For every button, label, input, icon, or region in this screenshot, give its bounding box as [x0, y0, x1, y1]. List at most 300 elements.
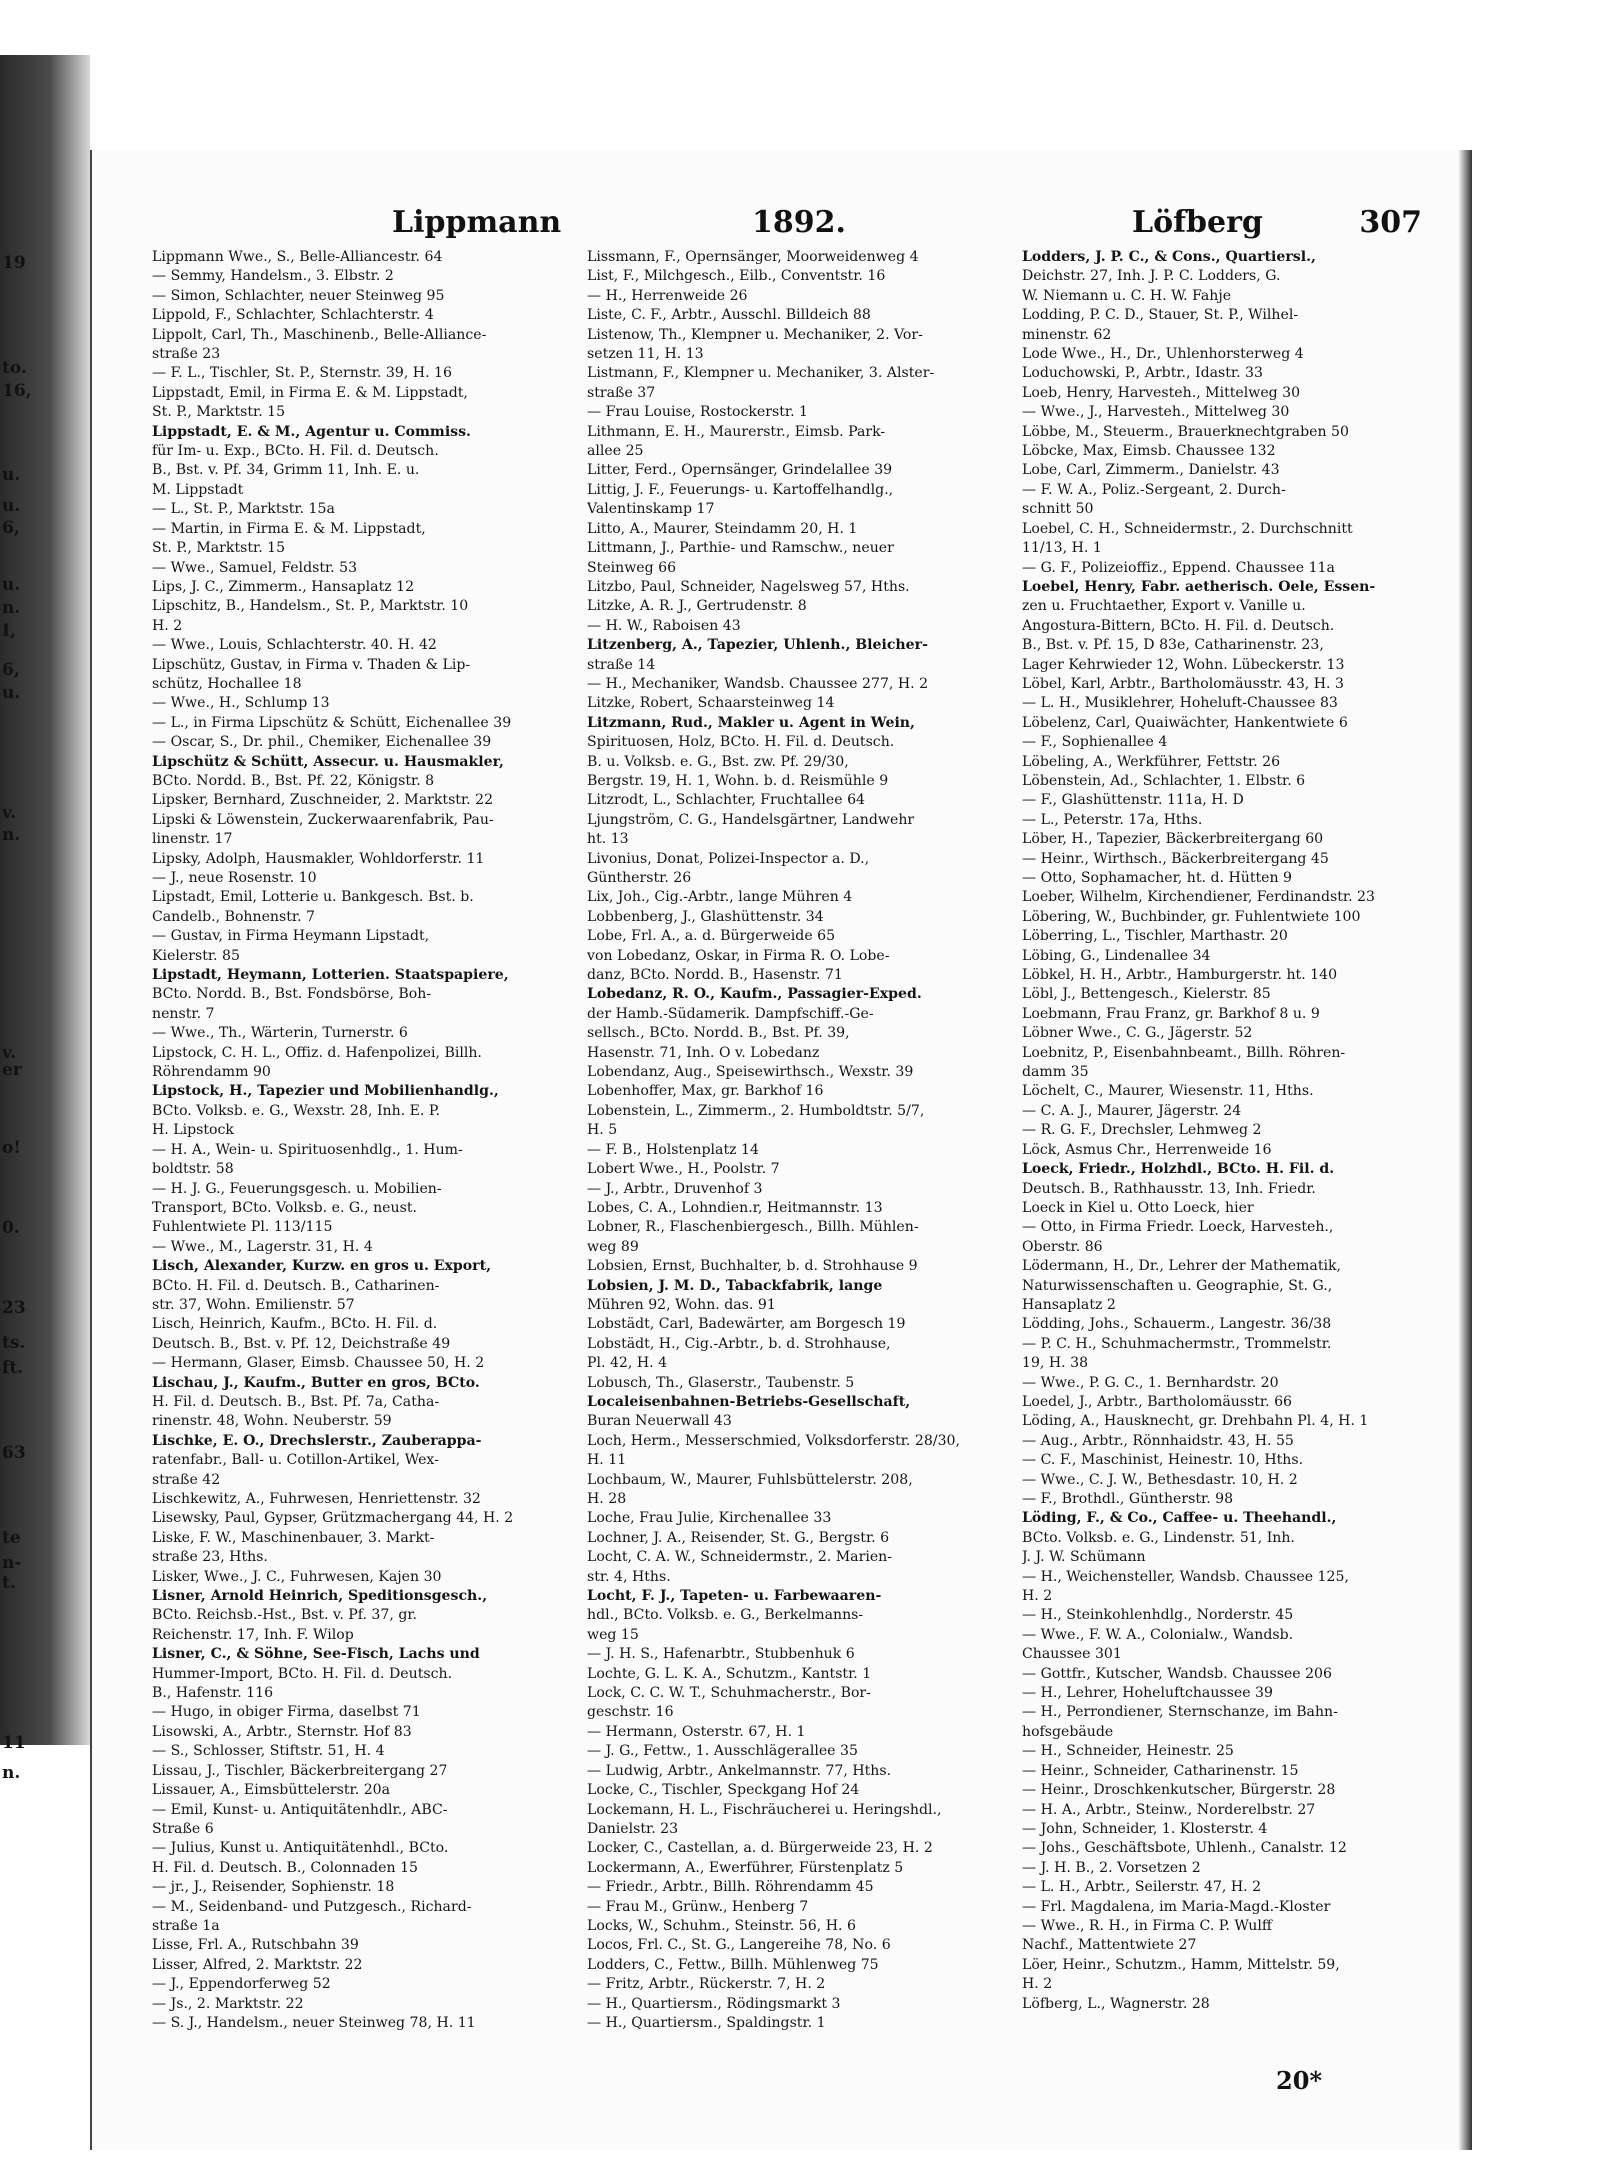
directory-entry-line: Löding, F., & Co., Caffee- u. Theehandl.,	[1022, 1510, 1337, 1527]
directory-entry-line: Loche, Frau Julie, Kirchenallee 33	[587, 1510, 832, 1527]
directory-entry-line: straße 23, Hths.	[152, 1549, 268, 1566]
directory-entry-line: Hasenstr. 71, Inh. O v. Lobedanz	[587, 1044, 820, 1061]
directory-entry-line: Löbing, G., Lindenallee 34	[1022, 947, 1211, 964]
directory-entry-line: — L. H., Arbtr., Seilerstr. 47, H. 2	[1022, 1879, 1262, 1896]
directory-entry-line: Hummer-Import, BCto. H. Fil. d. Deutsch.	[152, 1665, 453, 1682]
directory-entry-line: — Aug., Arbtr., Rönnhaidstr. 43, H. 55	[1022, 1432, 1294, 1449]
directory-entry-line: Lager Kehrwieder 12, Wohn. Lübeckerstr. 13	[1022, 656, 1345, 673]
directory-entry-line: — Frl. Magdalena, im Maria-Magd.-Kloster	[1022, 1898, 1331, 1915]
directory-entry-line: H. 28	[587, 1491, 627, 1507]
left-margin-fragment: n.	[2, 598, 21, 618]
directory-entry-line: — Wwe., R. H., in Firma C. P. Wulff	[1022, 1917, 1272, 1934]
directory-entry-line: Loedel, J., Arbtr., Bartholomäusstr. 66	[1022, 1393, 1293, 1410]
directory-entry-line: Lissauer, A., Eimsbüttelerstr. 20a	[152, 1782, 391, 1799]
left-margin-fragment: to.	[2, 358, 27, 378]
directory-entry-line: ratenfabr., Ball- u. Cotillon-Artikel, Wex-	[152, 1452, 439, 1469]
directory-entry-line: — H., Quartiersm., Rödingsmarkt 3	[587, 1995, 841, 2012]
directory-entry-line: nenstr. 7	[152, 1005, 215, 1022]
directory-entry-line: J. J. W. Schümann	[1022, 1549, 1146, 1566]
directory-entry-line: Litzmann, Rud., Makler u. Agent in Wein,	[587, 714, 915, 731]
directory-entry-line: damm 35	[1022, 1064, 1089, 1081]
directory-entry-line: Lock, C. C. W. T., Schuhmacherstr., Bor-	[587, 1685, 871, 1702]
directory-entry-line: — Emil, Kunst- u. Antiquitätenhdlr., ABC-	[152, 1801, 448, 1818]
directory-entry-line: — H. W., Raboisen 43	[587, 617, 741, 634]
directory-entry-line: Löbner Wwe., C. G., Jägerstr. 52	[1022, 1025, 1253, 1042]
directory-entry-line: Listmann, F., Klempner u. Mechaniker, 3. Alster-	[587, 365, 935, 382]
left-margin-fragment: 16,	[2, 381, 32, 401]
directory-entry-line: Lippstadt, Emil, in Firma E. & M. Lippstadt,	[152, 384, 468, 401]
directory-entry-line: Lippmann Wwe., S., Belle-Alliancestr. 64	[152, 249, 443, 265]
directory-entry-line: Lobenhoffer, Max, gr. Barkhof 16	[587, 1083, 824, 1100]
column-2	[587, 248, 1012, 2078]
directory-entry-line: H. 5	[587, 1122, 618, 1139]
directory-entry-line: Löfberg, L., Wagnerstr. 28	[1022, 1995, 1210, 2012]
directory-entry-line: Löberring, L., Tischler, Marthastr. 20	[1022, 928, 1288, 945]
directory-entry-line: Lodding, P. C. D., Stauer, St. P., Wilhel-	[1022, 307, 1299, 324]
directory-entry-line: Lipstadt, Heymann, Lotterien. Staatspapiere,	[152, 967, 509, 984]
directory-entry-line: Locks, W., Schuhm., Steinstr. 56, H. 6	[587, 1917, 856, 1934]
directory-entry-line: — Martin, in Firma E. & M. Lippstadt,	[152, 520, 426, 537]
directory-entry-line: Kielerstr. 85	[152, 947, 240, 964]
directory-entry-line: Lix, Joh., Cig.-Arbtr., lange Mühren 4	[587, 889, 853, 906]
directory-entry-line: Danielstr. 23	[587, 1820, 679, 1837]
directory-entry-line: hdl., BCto. Volksb. e. G., Berkelmanns-	[587, 1607, 864, 1624]
directory-entry-line: Lisewsky, Paul, Gypser, Grützmachergang 44, H. 2	[152, 1510, 514, 1527]
directory-entry-line: Lochner, J. A., Reisender, St. G., Bergstr. 6	[587, 1529, 890, 1546]
directory-entry-line: — C. F., Maschinist, Heinestr. 10, Hths.	[1022, 1452, 1304, 1469]
directory-entry-line: — Otto, Sophamacher, ht. d. Hütten 9	[1022, 870, 1293, 886]
directory-entry-line: — Simon, Schlachter, neuer Steinweg 95	[152, 287, 445, 304]
directory-entry-line: Naturwissenschaften u. Geographie, St. G.,	[1022, 1277, 1333, 1294]
directory-entry-line: — F. W. A., Poliz.-Sergeant, 2. Durch-	[1022, 481, 1286, 498]
directory-entry-line: von Lobedanz, Oskar, in Firma R. O. Lobe-	[587, 947, 890, 964]
directory-entry-line: — jr., J., Reisender, Sophienstr. 18	[152, 1879, 395, 1896]
directory-entry-line: — Fritz, Arbtr., Rückerstr. 7, H. 2	[587, 1976, 826, 1993]
directory-entry-line: Mühren 92, Wohn. das. 91	[587, 1296, 776, 1313]
left-margin-fragment: n.	[2, 1763, 21, 1783]
directory-entry-line: Loeck, Friedr., Holzhdl., BCto. H. Fil. d.	[1022, 1161, 1335, 1178]
left-margin-fragment: ft.	[2, 1358, 24, 1378]
directory-entry-line: für Im- u. Exp., BCto. H. Fil. d. Deutsch.	[152, 443, 439, 460]
directory-entry-line: Löbcke, Max, Eimsb. Chaussee 132	[1022, 443, 1276, 460]
page-edge-shadow	[1458, 150, 1472, 2150]
directory-entry-line: — Wwe., H., Schlump 13	[152, 695, 330, 712]
directory-entry-line: St. P., Marktstr. 15	[152, 540, 286, 557]
directory-entry-line: Lisse, Frl. A., Rutschbahn 39	[152, 1937, 359, 1954]
directory-entry-line: — H. A., Arbtr., Steinw., Norderelbstr. 27	[1022, 1801, 1316, 1818]
directory-entry-line: schnitt 50	[1022, 501, 1094, 518]
directory-entry-line: Lochte, G. L. K. A., Schutzm., Kantstr. 1	[587, 1665, 872, 1682]
directory-entry-line: 19, H. 38	[1022, 1355, 1089, 1372]
left-margin-fragment: v.	[2, 803, 17, 823]
directory-entry-line: Localeisenbahnen-Betriebs-Gesellschaft,	[587, 1393, 911, 1410]
directory-entry-line: St. P., Marktstr. 15	[152, 404, 286, 421]
directory-entry-line: Lipschütz & Schütt, Assecur. u. Hausmakler,	[152, 753, 504, 770]
directory-columns	[152, 248, 1447, 2078]
directory-entry-line: Lipschütz, Gustav, in Firma v. Thaden & Lip-	[152, 656, 471, 673]
directory-entry-line: Lobusch, Th., Glaserstr., Taubenstr. 5	[587, 1374, 855, 1391]
left-margin-fragment: o!	[2, 1138, 21, 1158]
directory-entry-line: ht. 13	[587, 831, 629, 848]
left-margin-fragment: u.	[2, 465, 21, 485]
directory-entry-line: Lodders, C., Fettw., Billh. Mühlenweg 75	[587, 1956, 879, 1973]
directory-entry-line: Lobstädt, H., Cig.-Arbtr., b. d. Strohhause,	[587, 1335, 891, 1352]
directory-entry-line: — F., Brothdl., Güntherstr. 98	[1022, 1491, 1234, 1507]
directory-entry-line: — L., Peterstr. 17a, Hths.	[1022, 811, 1203, 828]
directory-entry-line: Liske, F. W., Maschinenbauer, 3. Markt-	[152, 1529, 435, 1546]
directory-entry-line: — Js., 2. Marktstr. 22	[152, 1995, 304, 2012]
directory-entry-line: — Hermann, Glaser, Eimsb. Chaussee 50, H. 2	[152, 1355, 485, 1372]
directory-entry-line: Locker, C., Castellan, a. d. Bürgerweide 23, H. 2	[587, 1840, 933, 1857]
directory-entry-line: Güntherstr. 26	[587, 870, 692, 886]
left-margin-fragment: 19	[2, 253, 26, 273]
directory-entry-line: Lissau, J., Tischler, Bäckerbreitergang 27	[152, 1762, 448, 1779]
left-margin-fragment: n-	[2, 1553, 22, 1573]
directory-entry-line: Lipski & Löwenstein, Zuckerwaarenfabrik, Pau-	[152, 811, 494, 828]
directory-entry-line: straße 42	[152, 1471, 221, 1488]
directory-entry-line: Lobert Wwe., H., Poolstr. 7	[587, 1161, 780, 1178]
directory-entry-line: Löber, H., Tapezier, Bäckerbreitergang 60	[1022, 831, 1324, 848]
signature-mark: 20*	[1276, 2066, 1322, 2095]
directory-entry-line: — L. H., Musiklehrer, Hoheluft-Chaussee 83	[1022, 695, 1338, 712]
directory-entry-line: Hansaplatz 2	[1022, 1296, 1116, 1313]
directory-entry-line: danz, BCto. Nordd. B., Hasenstr. 71	[587, 967, 843, 984]
directory-entry-line: Liste, C. F., Arbtr., Ausschl. Billdeich 88	[587, 307, 871, 324]
directory-entry-line: Loeber, Wilhelm, Kirchendiener, Ferdinandstr. 23	[1022, 889, 1375, 906]
directory-entry-line: H. 11	[587, 1452, 627, 1469]
directory-entry-line: Lisser, Alfred, 2. Marktstr. 22	[152, 1956, 363, 1973]
directory-entry-line: straße 14	[587, 656, 656, 673]
column-3	[1022, 248, 1447, 2078]
directory-entry-line: Littmann, J., Parthie- und Ramschw., neuer	[587, 540, 894, 557]
directory-entry-line: Lischke, E. O., Drechslerstr., Zauberappa-	[152, 1432, 482, 1449]
directory-entry-line: Steinweg 66	[587, 559, 677, 576]
directory-entry-line: Lisner, C., & Söhne, See-Fisch, Lachs und	[152, 1646, 480, 1663]
directory-entry-line: Lödding, Johs., Schauerm., Langestr. 36/38	[1022, 1316, 1332, 1333]
directory-entry-line: Lockermann, A., Ewerführer, Fürstenplatz 5	[587, 1859, 904, 1876]
left-margin-fragment: n.	[2, 825, 21, 845]
directory-entry-line: Lipstock, H., Tapezier und Mobilienhandlg.,	[152, 1083, 499, 1100]
directory-entry-line: — Ludwig, Arbtr., Ankelmannstr. 77, Hths.	[587, 1762, 892, 1779]
directory-entry-line: straße 1a	[152, 1917, 220, 1934]
directory-entry-line: — H. J. G., Feuerungsgesch. u. Mobilien-	[152, 1180, 442, 1197]
directory-entry-line: sellsch., BCto. Nordd. B., Bst. Pf. 39,	[587, 1025, 850, 1042]
directory-entry-line: geschstr. 16	[587, 1704, 674, 1721]
directory-entry-line: Lockemann, H. L., Fischräucherei u. Heringshdl.,	[587, 1801, 942, 1818]
directory-entry-line: Lisch, Alexander, Kurzw. en gros u. Export,	[152, 1258, 491, 1275]
directory-entry-line: BCto. Nordd. B., Bst. Fondsbörse, Boh-	[152, 986, 432, 1003]
directory-entry-line: Lobe, Carl, Zimmerm., Danielstr. 43	[1022, 462, 1280, 479]
left-margin-fragment: 11	[2, 1733, 26, 1753]
directory-entry-line: Lischau, J., Kaufm., Butter en gros, BCto.	[152, 1374, 480, 1391]
directory-entry-line: Locht, C. A. W., Schneidermstr., 2. Marien-	[587, 1549, 893, 1566]
directory-entry-line: — Heinr., Schneider, Catharinenstr. 15	[1022, 1762, 1299, 1779]
directory-entry-line: Angostura-Bittern, BCto. H. Fil. d. Deutsch.	[1022, 617, 1335, 634]
directory-entry-line: Löbbe, M., Steuerm., Brauerknechtgraben 50	[1022, 423, 1349, 440]
directory-entry-line: Löck, Asmus Chr., Herrenweide 16	[1022, 1141, 1272, 1158]
directory-entry-line: — H., Steinkohlenhdlg., Norderstr. 45	[1022, 1607, 1294, 1624]
directory-entry-line: — Wwe., M., Lagerstr. 31, H. 4	[152, 1238, 373, 1255]
directory-entry-line: B., Hafenstr. 116	[152, 1685, 274, 1702]
directory-entry-line: Lisker, Wwe., J. C., Fuhrwesen, Kajen 30	[152, 1568, 442, 1585]
directory-entry-line: Lobendanz, Aug., Speisewirthsch., Wexstr. 39	[587, 1064, 914, 1081]
directory-entry-line: 11/13, H. 1	[1022, 540, 1102, 557]
left-margin-fragment: te	[2, 1528, 21, 1548]
directory-entry-line: — F. B., Holstenplatz 14	[587, 1141, 759, 1158]
left-margin-fragment: u.	[2, 683, 21, 703]
directory-entry-line: weg 89	[587, 1238, 639, 1255]
directory-entry-line: straße 23	[152, 346, 221, 363]
directory-entry-line: — Johs., Geschäftsbote, Uhlenh., Canalstr. 12	[1022, 1840, 1347, 1857]
directory-entry-line: H. Fil. d. Deutsch. B., Bst. Pf. 7a, Catha-	[152, 1393, 440, 1410]
page-header	[152, 205, 1432, 245]
directory-entry-line: Lobsien, J. M. D., Tabackfabrik, lange	[587, 1277, 883, 1294]
directory-entry-line: — Julius, Kunst u. Antiquitätenhdl., BCto.	[152, 1840, 449, 1857]
directory-entry-line: Litzbo, Paul, Schneider, Nagelsweg 57, Hths.	[587, 578, 910, 595]
directory-entry-line: Loebmann, Frau Franz, gr. Barkhof 8 u. 9	[1022, 1005, 1320, 1022]
directory-entry-line: Lipsker, Bernhard, Zuschneider, 2. Marktstr. 22	[152, 792, 494, 809]
directory-entry-line: — L., in Firma Lipschütz & Schütt, Eichenallee 39	[152, 714, 512, 731]
directory-entry-line: Fuhlentwiete Pl. 113/115	[152, 1219, 333, 1236]
left-margin-fragment: t.	[2, 1573, 16, 1593]
directory-entry-line: Valentinskamp 17	[587, 501, 715, 518]
directory-entry-line: Lobstädt, Carl, Badewärter, am Borgesch 19	[587, 1316, 906, 1333]
left-margin-fragment: u.	[2, 575, 21, 595]
directory-entry-line: — H. A., Wein- u. Spirituosenhdlg., 1. Hum-	[152, 1141, 463, 1158]
directory-entry-line: — Otto, in Firma Friedr. Loeck, Harvesteh.,	[1022, 1219, 1334, 1236]
directory-entry-line: — J., Arbtr., Druvenhof 3	[587, 1180, 763, 1197]
directory-entry-line: Löbelenz, Carl, Quaiwächter, Hankentwiete 6	[1022, 714, 1348, 731]
directory-entry-line: Lobner, R., Flaschenbiergesch., Billh. Mühlen-	[587, 1219, 919, 1236]
directory-entry-line: Litzke, Robert, Schaarsteinweg 14	[587, 695, 835, 712]
left-margin-fragment: 23	[2, 1298, 26, 1318]
directory-entry-line: Lobes, C. A., Lohndien.r, Heitmannstr. 13	[587, 1199, 883, 1216]
directory-entry-line: — C. A. J., Maurer, Jägerstr. 24	[1022, 1102, 1242, 1119]
directory-entry-line: — Frau Louise, Rostockerstr. 1	[587, 404, 809, 421]
directory-entry-line: Candelb., Bohnenstr. 7	[152, 908, 316, 925]
directory-entry-line: H. Lipstock	[152, 1122, 234, 1139]
left-margin-fragment: 63	[2, 1443, 26, 1463]
directory-entry-line: — J. G., Fettw., 1. Ausschlägerallee 35	[587, 1743, 858, 1760]
directory-entry-line: Lipsky, Adolph, Hausmakler, Wohldorferstr. 11	[152, 850, 485, 867]
left-margin-fragment: v.	[2, 1043, 17, 1063]
directory-entry-line: boldtstr. 58	[152, 1161, 234, 1178]
directory-entry-line: Listenow, Th., Klempner u. Mechaniker, 2. Vor-	[587, 326, 923, 343]
directory-entry-line: H. 2	[1022, 1976, 1053, 1993]
directory-entry-line: hofsgebäude	[1022, 1723, 1114, 1740]
directory-entry-line: — Hermann, Osterstr. 67, H. 1	[587, 1723, 806, 1740]
directory-entry-line: — H., Mechaniker, Wandsb. Chaussee 277, H. 2	[587, 675, 929, 692]
directory-entry-line: — G. F., Polizeioffiz., Eppend. Chaussee 11a	[1022, 559, 1335, 576]
directory-entry-line: Bergstr. 19, H. 1, Wohn. b. d. Reismühle 9	[587, 772, 889, 789]
directory-entry-line: — J. H. S., Hafenarbtr., Stubbenhuk 6	[587, 1646, 855, 1663]
directory-entry-line: Lobe, Frl. A., a. d. Bürgerweide 65	[587, 928, 836, 945]
directory-entry-line: List, F., Milchgesch., Eilb., Conventstr. 16	[587, 268, 886, 285]
directory-entry-line: rinenstr. 48, Wohn. Neuberstr. 59	[152, 1413, 392, 1430]
directory-entry-line: — Frau M., Grünw., Henberg 7	[587, 1898, 809, 1915]
directory-entry-line: BCto. Reichsb.-Hst., Bst. v. Pf. 37, gr.	[152, 1607, 418, 1624]
directory-entry-line: Löer, Heinr., Schutzm., Hamm, Mittelstr. 59,	[1022, 1956, 1340, 1973]
directory-entry-line: Lobedanz, R. O., Kaufm., Passagier-Exped.	[587, 986, 922, 1003]
directory-entry-line: — S. J., Handelsm., neuer Steinweg 78, H. 11	[152, 2014, 476, 2031]
directory-entry-line: Ljungström, C. G., Handelsgärtner, Landwehr	[587, 811, 915, 828]
directory-entry-line: — Heinr., Droschkenkutscher, Bürgerstr. 28	[1022, 1782, 1336, 1799]
directory-entry-line: — Gottfr., Kutscher, Wandsb. Chaussee 206	[1022, 1665, 1332, 1682]
header-left-catchword: Lippmann	[392, 205, 562, 240]
directory-entry-line: Reichenstr. 17, Inh. F. Wilop	[152, 1626, 354, 1643]
left-margin-fragment: u.	[2, 496, 21, 516]
directory-entry-line: Löbkel, H. H., Arbtr., Hamburgerstr. ht. 140	[1022, 967, 1338, 984]
header-right-catchword: Löfberg	[1132, 205, 1263, 240]
directory-entry-line: Litter, Ferd., Opernsänger, Grindelallee 39	[587, 462, 893, 479]
directory-entry-line: Litzke, A. R. J., Gertrudenstr. 8	[587, 598, 807, 615]
directory-entry-line: — Hugo, in obiger Firma, daselbst 71	[152, 1704, 421, 1721]
directory-entry-line: BCto. Nordd. B., Bst. Pf. 22, Königstr. 8	[152, 772, 435, 789]
directory-entry-line: — H., Schneider, Heinestr. 25	[1022, 1743, 1234, 1760]
directory-entry-line: Lobbenberg, J., Glashüttenstr. 34	[587, 908, 824, 925]
directory-entry-line: Litzrodt, L., Schlachter, Fruchtallee 64	[587, 792, 866, 809]
directory-entry-line: Locht, F. J., Tapeten- u. Farbewaaren-	[587, 1588, 882, 1605]
directory-entry-line: Röhrendamm 90	[152, 1064, 271, 1081]
directory-entry-line: Lödermann, H., Dr., Lehrer der Mathematik,	[1022, 1258, 1342, 1275]
directory-entry-line: Livonius, Donat, Polizei-Inspector a. D.,	[587, 850, 870, 867]
left-margin-fragment: 6,	[2, 660, 20, 680]
directory-entry-line: Lisowski, A., Arbtr., Sternstr. Hof 83	[152, 1723, 412, 1740]
directory-entry-line: Loeck in Kiel u. Otto Loeck, hier	[1022, 1199, 1254, 1216]
directory-entry-line: allee 25	[587, 443, 644, 460]
directory-entry-line: setzen 11, H. 13	[587, 346, 704, 363]
directory-entry-line: Deichstr. 27, Inh. J. P. C. Lodders, G.	[1022, 268, 1281, 285]
directory-entry-line: BCto. H. Fil. d. Deutsch. B., Catharinen-	[152, 1277, 440, 1294]
directory-entry-line: — H., Lehrer, Hoheluftchaussee 39	[1022, 1685, 1273, 1702]
directory-entry-line: B., Bst. v. Pf. 15, D 83e, Catharinenstr. 23,	[1022, 637, 1324, 654]
directory-entry-line: Löding, A., Hausknecht, gr. Drehbahn Pl. 4, H. 1	[1022, 1413, 1369, 1430]
directory-entry-line: BCto. Volksb. e. G., Wexstr. 28, Inh. E. P.	[152, 1102, 440, 1119]
directory-entry-line: — Gustav, in Firma Heymann Lipstadt,	[152, 928, 430, 945]
directory-entry-line: Straße 6	[152, 1820, 214, 1837]
directory-entry-line: — F., Sophienallee 4	[1022, 734, 1168, 751]
directory-entry-line: — H., Weichensteller, Wandsb. Chaussee 125,	[1022, 1568, 1349, 1585]
directory-entry-line: Lischkewitz, A., Fuhrwesen, Henriettenstr. 32	[152, 1491, 481, 1507]
directory-entry-line: — S., Schlosser, Stiftstr. 51, H. 4	[152, 1743, 385, 1760]
directory-entry-line: Lippolt, Carl, Th., Maschinenb., Belle-Alliance-	[152, 326, 487, 343]
directory-entry-line: Loeb, Henry, Harvesteh., Mittelweg 30	[1022, 384, 1301, 401]
directory-entry-line: linenstr. 17	[152, 831, 233, 848]
directory-entry-line: zen u. Fruchtaether, Export v. Vanille u.	[1022, 598, 1306, 615]
directory-entry-line: Löbel, Karl, Arbtr., Bartholomäusstr. 43, H. 3	[1022, 675, 1344, 692]
directory-entry-line: Chaussee 301	[1022, 1646, 1122, 1663]
directory-entry-line: — J., Eppendorferweg 52	[152, 1976, 331, 1993]
directory-entry-line: H. 2	[152, 617, 183, 634]
directory-entry-line: Litzenberg, A., Tapezier, Uhlenh., Bleicher-	[587, 637, 928, 654]
page-number: 307	[1359, 205, 1422, 240]
directory-entry-line: Lodders, J. P. C., & Cons., Quartiersl.,	[1022, 249, 1316, 265]
directory-entry-line: Lobsien, Ernst, Buchhalter, b. d. Strohhause 9	[587, 1258, 918, 1275]
directory-entry-line: — Wwe., P. G. C., 1. Bernhardstr. 20	[1022, 1374, 1279, 1391]
directory-entry-line: Buran Neuerwall 43	[587, 1413, 732, 1430]
directory-entry-line: — H., Quartiersm., Spaldingstr. 1	[587, 2014, 826, 2031]
directory-entry-line: Lisch, Heinrich, Kaufm., BCto. H. Fil. d.	[152, 1316, 438, 1333]
directory-entry-line: Lochbaum, W., Maurer, Fuhlsbüttelerstr. 208,	[587, 1471, 913, 1488]
directory-entry-line: Nachf., Mattentwiete 27	[1022, 1937, 1197, 1954]
directory-entry-line: Lipstock, C. H. L., Offiz. d. Hafenpolizei, Billh.	[152, 1044, 482, 1061]
directory-entry-line: Lode Wwe., H., Dr., Uhlenhorsterweg 4	[1022, 346, 1304, 363]
directory-entry-line: BCto. Volksb. e. G., Lindenstr. 51, Inh.	[1022, 1529, 1295, 1546]
left-margin-fragment: 6,	[2, 518, 20, 538]
column-1	[152, 248, 577, 2078]
directory-entry-line: Lisner, Arnold Heinrich, Speditionsgesch.,	[152, 1588, 488, 1605]
directory-entry-line: — F. L., Tischler, St. P., Sternstr. 39, H. 16	[152, 365, 452, 382]
directory-entry-line: — L., St. P., Marktstr. 15a	[152, 501, 335, 518]
left-margin-fragment: ts.	[2, 1333, 26, 1353]
directory-entry-line: Löbenstein, Ad., Schlachter, 1. Elbstr. 6	[1022, 772, 1306, 789]
directory-entry-line: Loebnitz, P., Eisenbahnbeamt., Billh. Röhren-	[1022, 1044, 1346, 1061]
directory-entry-line: Deutsch. B., Rathhausstr. 13, Inh. Friedr.	[1022, 1180, 1316, 1197]
directory-entry-line: — John, Schneider, 1. Klosterstr. 4	[1022, 1820, 1268, 1837]
directory-entry-line: Löbl, J., Bettengesch., Kielerstr. 85	[1022, 986, 1271, 1003]
directory-entry-line: Spirituosen, Holz, BCto. H. Fil. d. Deutsch.	[587, 734, 895, 751]
directory-entry-line: — Wwe., C. J. W., Bethesdastr. 10, H. 2	[1022, 1471, 1298, 1488]
directory-entry-line: — J., neue Rosenstr. 10	[152, 870, 317, 886]
directory-entry-line: Lips, J. C., Zimmerm., Hansaplatz 12	[152, 578, 415, 595]
directory-entry-line: H. Fil. d. Deutsch. B., Colonnaden 15	[152, 1859, 418, 1876]
directory-entry-line: — Oscar, S., Dr. phil., Chemiker, Eichenallee 39	[152, 734, 492, 751]
directory-entry-line: — M., Seidenband- und Putzgesch., Richard-	[152, 1898, 472, 1915]
directory-entry-line: str. 4, Hths.	[587, 1568, 671, 1585]
directory-entry-line: Litto, A., Maurer, Steindamm 20, H. 1	[587, 520, 858, 537]
directory-entry-line: der Hamb.-Südamerik. Dampfschiff.-Ge-	[587, 1005, 874, 1022]
directory-entry-line: str. 37, Wohn. Emilienstr. 57	[152, 1296, 355, 1313]
directory-entry-line: B. u. Volksb. e. G., Bst. zw. Pf. 29/30,	[587, 753, 849, 770]
directory-entry-line: Lipschitz, B., Handelsm., St. P., Marktstr. 10	[152, 598, 469, 615]
directory-entry-line: Pl. 42, H. 4	[587, 1355, 668, 1372]
directory-entry-line: Loduchowski, P., Arbtr., Idastr. 33	[1022, 365, 1263, 382]
directory-entry-line: — R. G. F., Drechsler, Lehmweg 2	[1022, 1122, 1262, 1139]
directory-entry-line: — Wwe., F. W. A., Colonialw., Wandsb.	[1022, 1626, 1294, 1643]
directory-entry-line: schütz, Hochallee 18	[152, 675, 302, 692]
directory-entry-line: H. 2	[1022, 1588, 1053, 1605]
directory-entry-line: — Friedr., Arbtr., Billh. Röhrendamm 45	[587, 1879, 874, 1896]
directory-entry-line: M. Lippstadt	[152, 481, 244, 498]
left-margin-fragment: er	[2, 1060, 22, 1080]
directory-page	[90, 150, 1472, 2150]
directory-entry-line: — H., Herrenweide 26	[587, 287, 748, 304]
directory-entry-line: Transport, BCto. Volksb. e. G., neust.	[152, 1199, 417, 1216]
directory-entry-line: Lippold, F., Schlachter, Schlachterstr. 4	[152, 307, 434, 324]
directory-entry-line: — Wwe., Louis, Schlachterstr. 40. H. 42	[152, 637, 437, 654]
directory-entry-line: B., Bst. v. Pf. 34, Grimm 11, Inh. E. u.	[152, 462, 420, 479]
directory-entry-line: Löbering, W., Buchbinder, gr. Fuhlentwiete 100	[1022, 908, 1361, 925]
directory-entry-line: straße 37	[587, 384, 656, 401]
directory-entry-line: Oberstr. 86	[1022, 1238, 1103, 1255]
scan-binding-edge	[0, 55, 90, 1745]
directory-entry-line: — P. C. H., Schuhmachermstr., Trommelstr.	[1022, 1335, 1332, 1352]
directory-entry-line: Locke, C., Tischler, Speckgang Hof 24	[587, 1782, 860, 1799]
directory-entry-line: — F., Glashüttenstr. 111a, H. D	[1022, 792, 1244, 809]
directory-entry-line: Deutsch. B., Bst. v. Pf. 12, Deichstraße 49	[152, 1335, 451, 1352]
directory-entry-line: — Wwe., Samuel, Feldstr. 53	[152, 559, 358, 576]
directory-entry-line: — Wwe., Th., Wärterin, Turnerstr. 6	[152, 1025, 408, 1042]
directory-entry-line: — J. H. B., 2. Vorsetzen 2	[1022, 1859, 1201, 1876]
directory-entry-line: Loebel, C. H., Schneidermstr., 2. Durchschnitt	[1022, 520, 1353, 537]
directory-entry-line: Lobenstein, L., Zimmerm., 2. Humboldtstr. 5/7,	[587, 1102, 925, 1119]
directory-entry-line: — Wwe., J., Harvesteh., Mittelweg 30	[1022, 404, 1290, 421]
directory-entry-line: Lissmann, F., Opernsänger, Moorweidenweg 4	[587, 249, 919, 265]
directory-entry-line: Lipstadt, Emil, Lotterie u. Bankgesch. Bst. b.	[152, 889, 474, 906]
directory-entry-line: Lippstadt, E. & M., Agentur u. Commiss.	[152, 423, 471, 440]
directory-entry-line: Loebel, Henry, Fabr. aetherisch. Oele, Essen-	[1022, 578, 1376, 595]
left-margin-fragment: 0.	[2, 1218, 20, 1238]
